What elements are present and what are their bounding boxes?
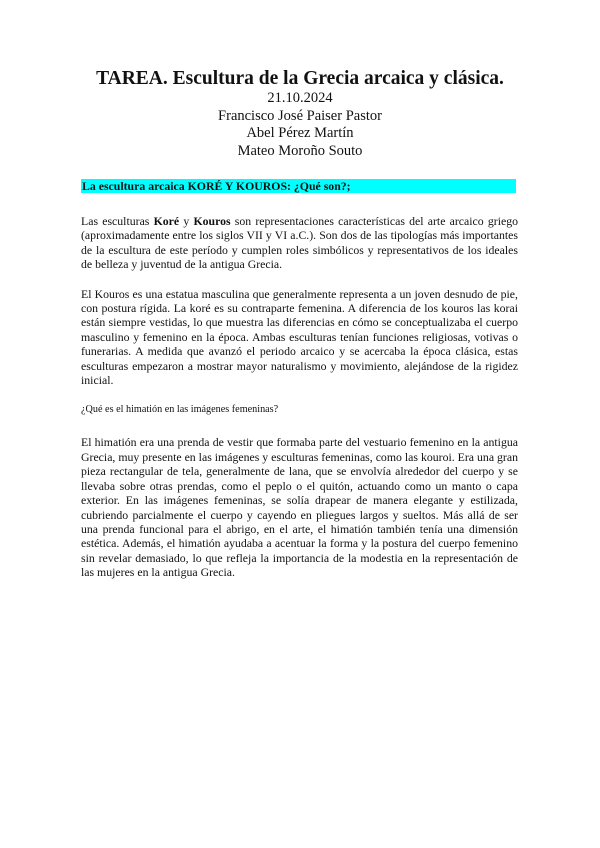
section-heading: La escultura arcaica KORÉ Y KOUROS: ¿Qué son?;: [81, 179, 516, 193]
paragraph-text: y: [179, 214, 194, 228]
intro-paragraph: [81, 214, 518, 272]
bold-term-kouros: Kouros: [193, 214, 231, 228]
kouros-paragraph: El Kouros es una estatua masculina que generalmente representa a un joven desnudo de pie, con postura rígida. La koré es su contraparte femenina. A diferencia de los kouros las korai están siempre vestidas, lo que muestra las diferencias en cómo se conceptualizaba el cuerpo masculino y femenino en la época. Ambas esculturas tenían funciones religiosas, votivas o funerarias. A medida que avanzó el periodo arcaico y se acercaba la época clásica, estas esculturas empezaron a mostrar mayor naturalismo y movimiento, alejándose de la rigidez inicial.: [81, 286, 518, 388]
question-heading: ¿Qué es el himatión en las imágenes femeninas?: [81, 404, 279, 416]
author-name: Francisco José Paiser Pastor: [218, 107, 382, 124]
document-date: 21.10.2024: [267, 90, 333, 106]
himation-paragraph: El himatión era una prenda de vestir que formaba parte del vestuario femenino en la antigua Grecia, muy presente en las imágenes y esculturas femeninas, como las kouroi. Era una gran pieza rectangular de tela, generalmente de lana, que se envolvía alrededor del cuerpo y se llevaba sobre otras prendas, como el peplo o el quitón, actuando como un manto o capa exterior. En las imágenes femeninas, se solía drapear de manera elegante y estilizada, cubriendo parcialmente el cuerpo y cayendo en pliegues largos y sueltos. Más allá de ser una prenda funcional para el abrigo, en el arte, el himatión también tenía una dimensión estética. Además, el himatión ayudaba a acentuar la forma y la postura del cuerpo femenino sin revelar demasiado, lo que refleja la importancia de la modestia en la representación de las mujeres en la antigua Grecia.: [81, 435, 518, 580]
document-header: [0, 68, 600, 160]
author-name: Mateo Moroño Souto: [237, 142, 363, 159]
paragraph-text: Las esculturas: [81, 214, 154, 228]
document-body: [81, 177, 518, 580]
paragraph-text: son representaciones características del arte arcaico griego (aproximadamente entre los siglos VII y VI a.C.). Son dos de las tipologías más importantes de la escultura de este período y cumplen roles simbólicos y representativos de los ideales de belleza y juventud de la antigua Grecia.: [81, 214, 519, 272]
document-title: TAREA. Escultura de la Grecia arcaica y clásica.: [96, 68, 504, 89]
author-name: Abel Pérez Martín: [246, 125, 354, 141]
bold-term-kore: Koré: [153, 214, 180, 228]
